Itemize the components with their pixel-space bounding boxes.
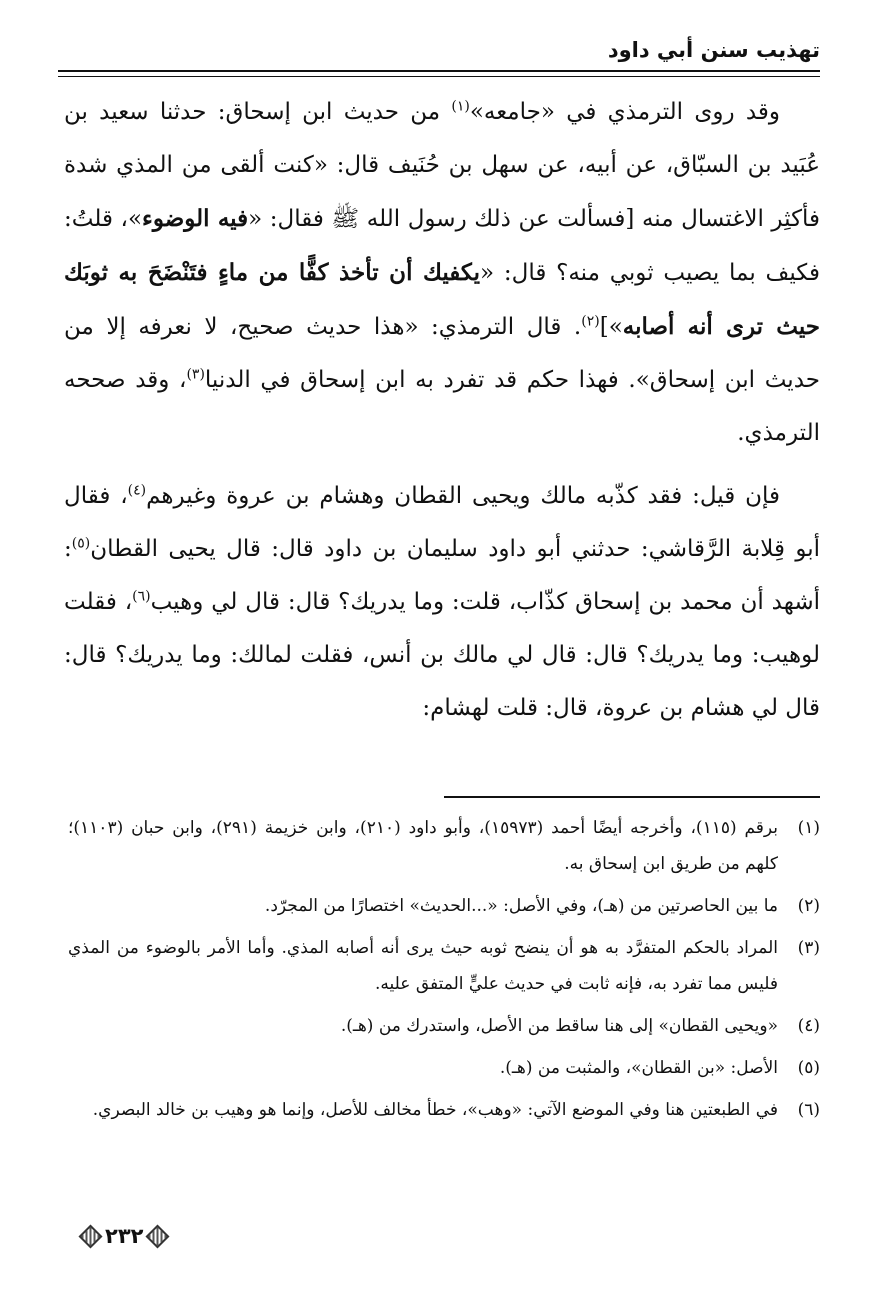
footnote-4: [68, 1008, 820, 1044]
text-run: »، قلتُ: فكيف بما يصيب ثوبي منه؟ قال: «: [64, 206, 820, 286]
footnote-ref-3[interactable]: (٣): [186, 366, 205, 383]
footnote-3: [68, 930, 820, 1002]
footnote-6: [68, 1092, 820, 1128]
footnotes: [68, 810, 820, 1134]
footnote-text: الأصل: «بن القطان»، والمثبت من (هـ).: [499, 1058, 778, 1078]
footnote-text: «ويحيى القطان» إلى هنا ساقط من الأصل، واستدرك من (هـ).: [340, 1016, 778, 1036]
footnote-number: (٥): [797, 1058, 820, 1078]
main-text: [64, 86, 820, 735]
text-run: فإن قيل: فقد كذّبه مالك ويحيى القطان وهشام بن عروة وغيرهم: [146, 483, 780, 509]
footnote-ref-1[interactable]: (١): [451, 98, 470, 115]
bold-hadith-phrase: يكفيك أن تأخذ كفًّا من ماءٍ فتَنْضَحَ به ثوبَك حيث ترى أنه أصابه: [64, 259, 820, 340]
footnote-5: [68, 1050, 820, 1086]
footnote-text: المراد بالحكم المتفرَّد به هو أن ينضح ثوبه حيث يرى أنه أصابه المذي. وأما الأمر بالوضوء من المذي فليس مما تفرد به، فإنه ثابت في حديث عليٍّ المتفق عليه.: [68, 938, 778, 994]
footnote-1: [68, 810, 820, 882]
footnote-text: برقم (١١٥)، وأخرجه أيضًا أحمد (١٥٩٧٣)، وأبو داود (٢١٠)، وابن خزيمة (٢٩١)، وابن حبان (١١٠٣)؛ كلهم من طريق ابن إسحاق به.: [68, 818, 779, 874]
footnote-ref-4[interactable]: (٤): [127, 482, 147, 499]
footnote-text: في الطبعتين هنا وفي الموضع الآتي: «وهب»، خطأ مخالف للأصل، وإنما هو وهيب بن خالد البصري.: [92, 1100, 778, 1120]
running-title: تهذيب سنن أبي داود: [607, 38, 820, 62]
footnote-number: (١): [797, 818, 820, 838]
paragraph-2: [64, 470, 820, 735]
page-number-block: [82, 1224, 166, 1248]
footnote-number: (٢): [797, 896, 820, 916]
bold-hadith-phrase: فيه الوضوء: [142, 205, 249, 232]
text-run: وقد روى الترمذي في «جامعه»: [469, 99, 780, 125]
footnote-2: [68, 888, 820, 924]
ornament-icon: [78, 1224, 102, 1248]
footnote-number: (٣): [797, 938, 820, 958]
text-run: : أشهد أن محمد بن إسحاق كذّاب، قلت: وما يدريك؟ قال: قال لي وهيب: [64, 536, 820, 615]
paragraph-1: [64, 86, 820, 460]
text-run: ، وقد صححه الترمذي.: [64, 367, 820, 446]
text-run: . قال الترمذي: «هذا حديث صحيح، لا نعرفه إلا من حديث ابن إسحاق». فهذا حكم قد تفرد به ابن إسحاق في الدنيا: [64, 314, 820, 393]
footnote-ref-5[interactable]: (٥): [71, 535, 91, 552]
footnote-number: (٦): [797, 1100, 820, 1120]
footnote-ref-6[interactable]: (٦): [132, 588, 151, 605]
text-run: ، فقال أبو قِلابة الرَّقاشي: حدثني أبو داود سليمان بن داود قال: قال يحيى القطان: [64, 483, 820, 562]
footnote-ref-2[interactable]: (٢): [581, 313, 600, 330]
page-number: ٢٣٢: [105, 1224, 144, 1248]
running-header: [58, 30, 820, 72]
text-run: ، فقلت لوهيب: وما يدريك؟ قال: قال لي مالك بن أنس، فقلت لمالك: وما يدريك؟ قال: قال لي هشام بن عروة، قال: قلت لهشام:: [64, 589, 820, 721]
text-run: من حديث ابن إسحاق: حدثنا سعيد بن عُبَيد بن السبّاق، عن أبيه، عن سهل بن حُنَيف قال: «كنت ألقى من المذي شدة فأكثِر الاغتسال منه [فسألت عن ذلك رسول الله ﷺ فقال: «: [64, 99, 821, 232]
footnote-separator: [444, 796, 820, 798]
text-run: »]: [599, 314, 623, 340]
footnote-number: (٤): [797, 1016, 820, 1036]
ornament-icon: [146, 1224, 170, 1248]
footnote-text: ما بين الحاصرتين من (هـ)، وفي الأصل: «...الحديث» اختصارًا من المجرّد.: [264, 896, 778, 916]
